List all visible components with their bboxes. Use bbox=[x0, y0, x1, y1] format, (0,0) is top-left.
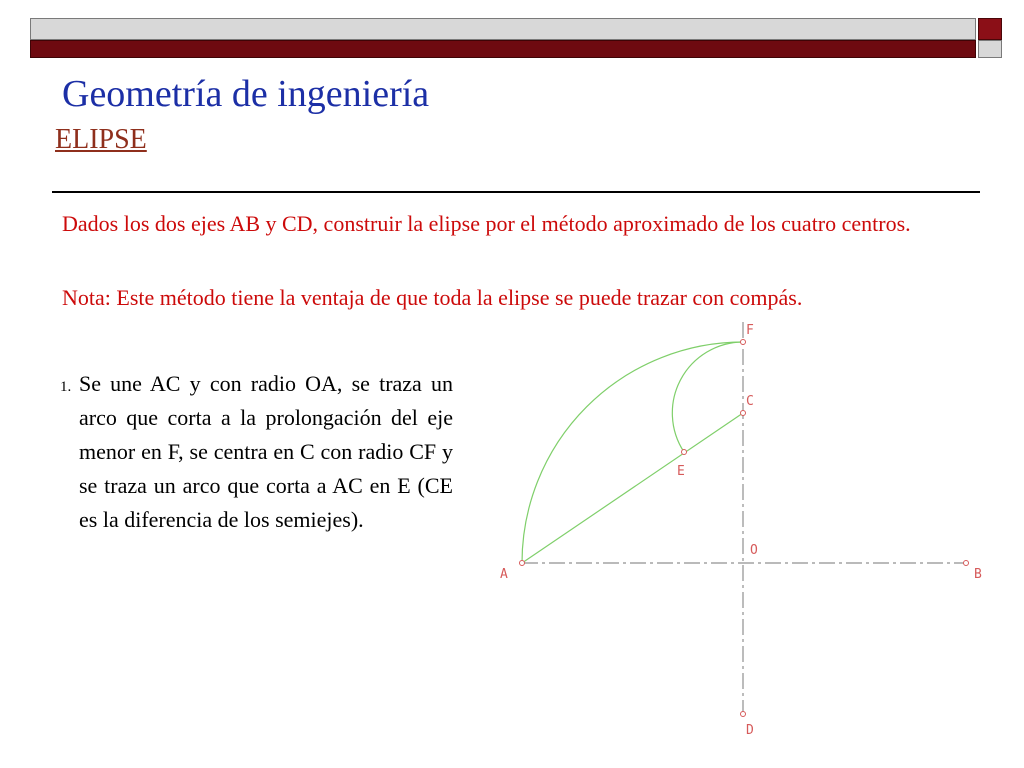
problem-statement: Dados los dos ejes AB y CD, construir la elipse por el método aproximado de los cuatro centros. bbox=[62, 211, 911, 236]
label-e: E bbox=[677, 464, 685, 479]
point-f-marker bbox=[741, 340, 746, 345]
point-c-marker bbox=[741, 411, 746, 416]
chord-ac bbox=[522, 413, 743, 563]
note-paragraph: Nota: Este método tiene la ventaja de que toda la elipse se puede trazar con compás. bbox=[62, 285, 803, 310]
point-b-marker bbox=[964, 561, 969, 566]
label-o: O bbox=[750, 543, 758, 558]
label-d: D bbox=[746, 723, 754, 738]
arc-center-c-radius-cf bbox=[672, 342, 743, 452]
step-number: 1. bbox=[60, 379, 72, 395]
point-d-marker bbox=[741, 712, 746, 717]
label-b: B bbox=[974, 567, 982, 582]
arc-center-o-radius-oa bbox=[522, 342, 743, 563]
label-f: F bbox=[746, 323, 754, 338]
point-a-marker bbox=[520, 561, 525, 566]
step-text: Se une AC y con radio OA, se traza un arco que corta a la prolongación del eje menor en F, se centra en C con radio CF y se traza un arco que corta a AC en E (CE es la diferencia de los semiejes). bbox=[79, 371, 453, 532]
point-e-marker bbox=[682, 450, 687, 455]
label-c: C bbox=[746, 394, 754, 409]
slide-title: Geometría de ingeniería bbox=[62, 73, 430, 115]
slide-subtitle: ELIPSE bbox=[55, 124, 147, 155]
label-a: A bbox=[500, 567, 508, 582]
